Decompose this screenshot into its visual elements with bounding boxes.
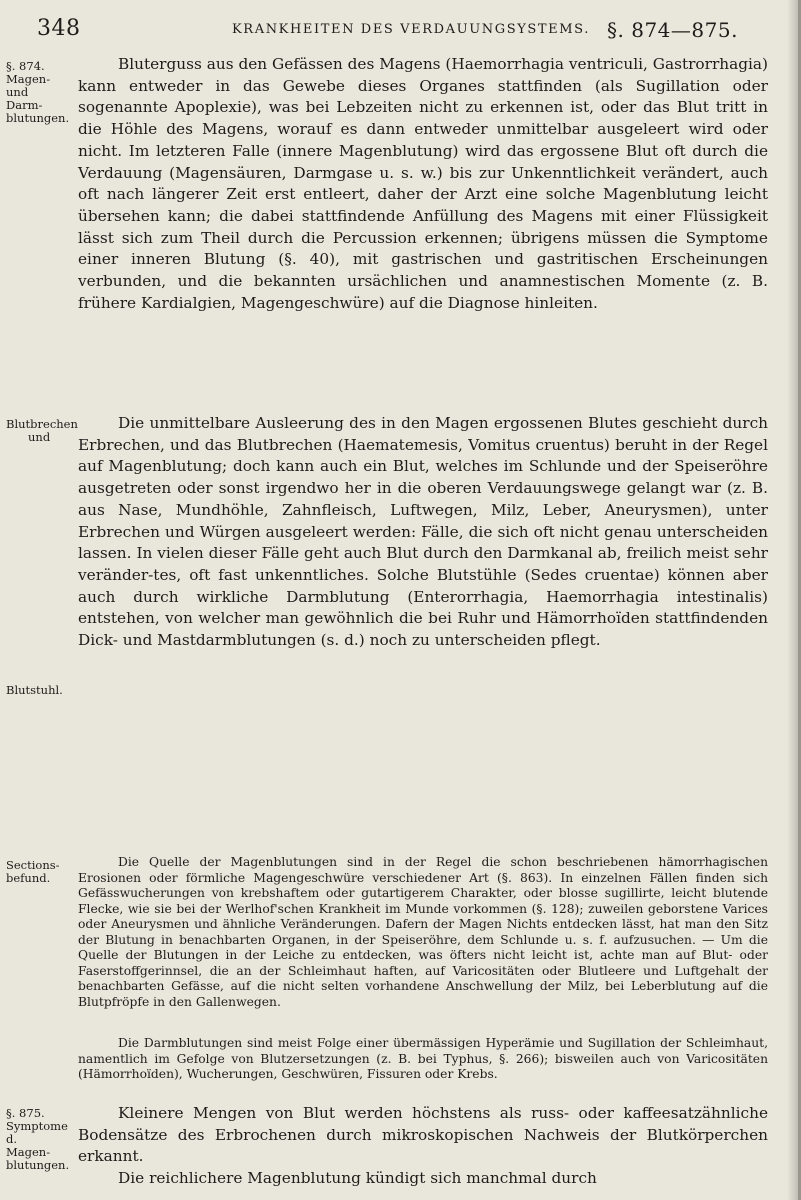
paragraph-magenblutung: Bluterguss aus den Gefässen des Magens (Haemorrhagia ventriculi, Gastrorrhagia) kann entweder in das Gewebe dieses Organes stattfinden (als Sugillation oder sogenannte Apoplexie), was bei Lebzeiten nicht zu erkennen ist, oder das Blut tritt in die Höhle des Magens, worauf es dann entweder unmittelbar ausgeleert wird oder nicht. Im letzteren Falle (innere Magenblutung) wird das ergossene Blut oft durch die Verdauung (Magensäuren, Darmgase u. s. w.) bis zur Unkenntlichkeit verändert, auch oft nach längerer Zeit erst entleert, daher der Arzt eine solche Magenblutung leicht übersehen kann; die dabei stattfindende Anfüllung des Magens mit einer Flüssigkeit lässt sich zum Theil durch die Percussion erkennen; übrigens müssen die Symptome einer inneren Blutung (§. 40), mit gastrischen und gastritischen Erscheinungen verbunden, und die bekannten ursächlichen und anamnestischen Momente (z. B. frühere Kardialgien, Magengeschwüre) auf die Diagnose hinleiten. [78, 55, 768, 312]
margin-note-sectionsbefund: Sections- befund. [6, 858, 60, 885]
margin-note-874: §. 874. Magen- und Darm- blutungen. [6, 59, 70, 125]
margin-note-875: §. 875. Symptome d. Magen- blutungen. [6, 1106, 70, 1172]
section-range: §. 874—875. [607, 18, 738, 42]
paragraph-sectionsbefund: Die Quelle der Magenblutungen sind in der Regel die schon beschriebenen hämorrhagischen Erosionen oder förmliche Magengeschwüre verschiedener Art (§. 863). In einzelnen Fällen finden sich Gefässwucherungen von krebshaftem oder gutartigerem Charakter, oder blosse sugillirte, leicht blutende Flecke, wie sie bei der Werlhof'schen Krankheit im Munde vorkommen (§. 128); zuweilen geborstene Varices oder Aneurysmen und ähnliche Veränderungen. Dafern der Magen Nichts entdecken lässt, hat man den Sitz der Blutung in benachbarten Organen, in der Speiseröhre, dem Schlunde u. s. f. aufzusuchen. — Um die Quelle der Blutungen in der Leiche zu entdecken, was öfters nicht leicht ist, achte man auf Blut- oder Faserstoffgerinnsel, die an der Schleimhaut haften, auf Varicositäten oder Blutleere und Luftgehalt der benachbarten Gefässe, auf die nicht selten vorhandene Anschwellung der Milz, bei Leberblutung auf die Blutpfröpfe in den Gallenwegen. [78, 855, 768, 1009]
paragraph-darmblutungen: Die Darmblutungen sind meist Folge einer übermässigen Hyperämie und Sugillation der Schleimhaut, namentlich im Gefolge von Blutzersetzungen (z. B. bei Typhus, §. 266); bisweilen auch von Varicositäten (Hämorrhoïden), Wucherungen, Geschwüren, Fissuren oder Krebs. [78, 1036, 768, 1081]
paragraph-blutbrechen: Die unmittelbare Ausleerung des in den Magen ergossenen Blutes geschieht durch Erbrechen, und das Blutbrechen (Haematemesis, Vomitus cruentus) beruht in der Regel auf Magenblutung; doch kann auch ein Blut, welches im Schlunde und der Speiseröhre ausgetreten oder sonst irgendwo her in die oberen Verdauungswege gelangt war (z. B. aus Nase, Mundhöhle, Zahnfleisch, Luftwegen, Milz, Leber, Aneurysmen), unter Erbrechen und Würgen ausgeleert werden: Fälle, die sich oft nicht genau unterscheiden lassen. In vielen dieser Fälle geht auch Blut durch den Darmkanal ab, freilich meist sehr veränder-tes, oft fast unkenntliches. Solche Blutstühle (Sedes cruentae) können aber auch durch wirkliche Darmblutung (Enterorrhagia, Haemorrhagia intestinalis) entstehen, von welcher man gewöhnlich die bei Ruhr und Hämorrhoïden stattfindenden Dick- und Mastdarmblutungen (s. d.) noch zu unterscheiden pflegt. [78, 414, 768, 650]
page-number: 348 [37, 16, 81, 41]
paragraph-reichlichere: Die reichlichere Magenblutung kündigt sich manchmal durch [118, 1169, 597, 1187]
margin-note-blutstuhl: Blutstuhl. [6, 683, 63, 697]
paragraph-875: Kleinere Mengen von Blut werden höchstens als russ- oder kaffeesatzähnliche Bodensätze des Erbrochenen durch mikroskopischen Nachweis der Blutkörperchen erkannt. [78, 1104, 768, 1166]
margin-note-blutbrechen: Blutbrechen und [6, 417, 78, 444]
running-title: KRANKHEITEN DES VERDAUUNGSYSTEMS. [232, 22, 590, 37]
